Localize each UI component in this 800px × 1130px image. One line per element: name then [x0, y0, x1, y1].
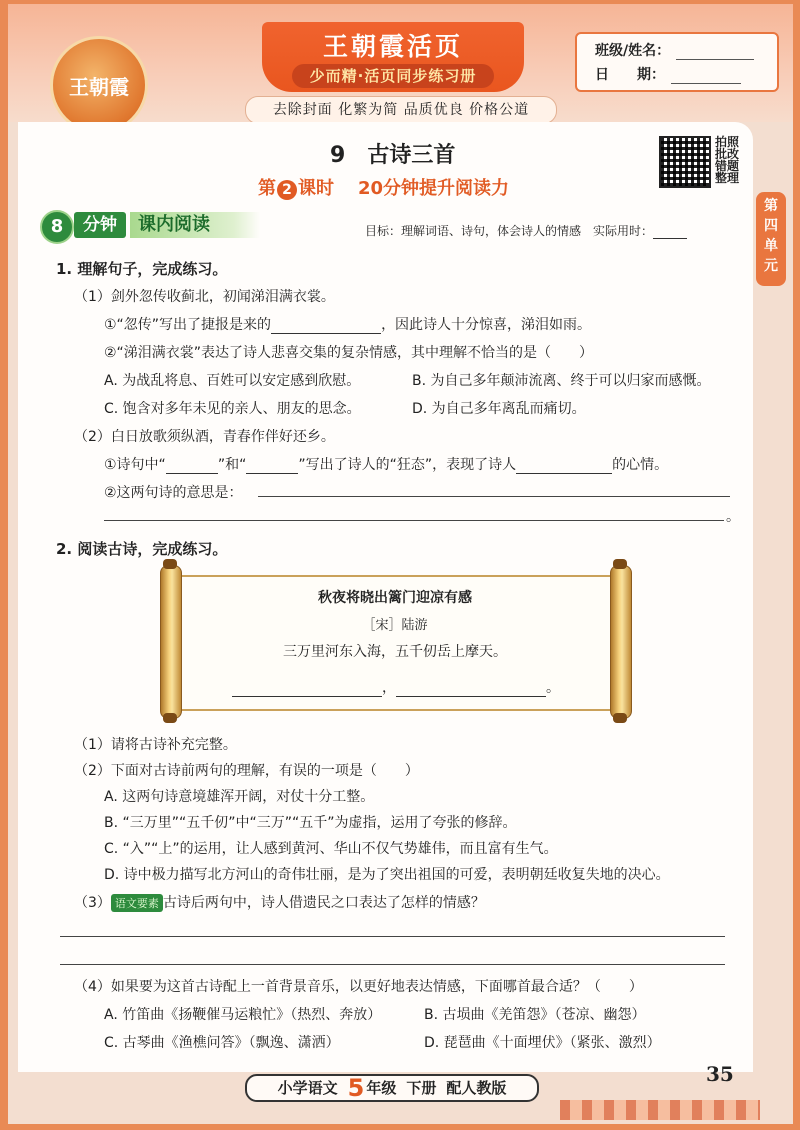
footer-edition: 配人教版: [446, 1079, 507, 1097]
music-option-c[interactable]: C. 古琴曲《渔樵问答》（飘逸、潇洒）: [104, 1035, 340, 1051]
q1-part1-a: [104, 314, 591, 334]
poem-title: 秋夜将晓出篱门迎凉有感: [318, 590, 472, 606]
q2-option-d[interactable]: D. 诗中极力描写北方河山的奇伟壮丽，是为了突出祖国的可爱，表明朝廷收复失地的决心。: [104, 867, 670, 883]
q1-option-a[interactable]: A. 为战乱将息、百姓可以安定感到欣慰。: [104, 373, 361, 389]
section-badge: [40, 210, 225, 240]
student-info-box: [575, 32, 779, 92]
question-2-title: 2. 阅读古诗，完成练习。: [56, 540, 228, 558]
q1-part2-blank-1[interactable]: [166, 459, 218, 474]
unit-side-label: 第四单元: [764, 198, 778, 274]
question-1-title: 1. 理解句子，完成练习。: [56, 260, 228, 278]
language-element-tag: 语文要素: [111, 894, 163, 912]
poem-fill-blank: [232, 677, 560, 697]
q2-part2: （2）下面对古诗前两句的理解，有误的一项是（ ）: [74, 763, 419, 779]
q2-part3-num: （3）: [74, 895, 111, 911]
session-heading: [258, 174, 509, 200]
music-option-d[interactable]: D. 琵琶曲《十面埋伏》（紧张、激烈）: [424, 1035, 661, 1051]
q2-option-b[interactable]: B. “三万里”“五千仞”中“三万”“五千”为虚指，运用了夸张的修辞。: [104, 815, 517, 831]
q1-part2-blank-3[interactable]: [516, 459, 612, 474]
date-blank[interactable]: [671, 71, 741, 84]
footer-grade-unit: 年级: [366, 1079, 397, 1097]
footer-book-info: [245, 1074, 539, 1102]
goal-text: 目标：理解词语、诗句，体会诗人的情感 实际用时：: [365, 224, 654, 238]
class-name-field[interactable]: [595, 40, 754, 60]
logo-text: 王朝霞: [69, 75, 129, 99]
q1-part2-a: [104, 454, 668, 474]
session-prefix: 第: [258, 178, 276, 199]
slogan: 去除封面 化繁为简 品质优良 价格公道: [245, 96, 557, 124]
q1-part2-b: ②这两句诗的意思是：: [104, 485, 243, 501]
q2-option-c[interactable]: C. “入”“上”的运用，让人感到黄河、华山不仅气势雄伟，而且富有生气。: [104, 841, 558, 857]
answer-line[interactable]: [60, 936, 725, 937]
qr-label: 拍照批改 错题整理: [714, 135, 739, 185]
q1-part2-blank-2[interactable]: [246, 459, 298, 474]
page-number: 35: [706, 1062, 734, 1086]
session-goal: 20分钟提升阅读力: [358, 178, 510, 199]
answer-line[interactable]: [104, 520, 724, 521]
time-blank[interactable]: [653, 227, 687, 239]
q1-option-c[interactable]: C. 饱含对多年未见的亲人、朋友的思念。: [104, 401, 361, 417]
q1-part2-prompt: （2）白日放歌须纵酒，青春作伴好还乡。: [74, 429, 335, 445]
q2-part3-text: 古诗后两句中，诗人借遗民之口表达了怎样的情感？: [162, 895, 485, 911]
class-name-label: 班级/姓名：: [595, 43, 671, 59]
scroll-cap: [613, 559, 627, 569]
q2-part1: （1）请将古诗补充完整。: [74, 737, 237, 753]
session-number: 2: [277, 180, 297, 200]
q1-option-d[interactable]: D. 为自己多年离乱而痛切。: [412, 401, 586, 417]
q1-period: 。: [726, 509, 740, 525]
footer-volume: 下册: [406, 1079, 437, 1097]
scroll-cap: [163, 713, 177, 723]
brand-logo: [50, 36, 148, 134]
q1-part1-prompt: （1）剑外忽传收蓟北，初闻涕泪满衣裳。: [74, 289, 335, 305]
poem-author: ［宋］陆游: [362, 618, 428, 633]
badge-minutes: 8: [40, 210, 74, 244]
poem-comma: ，: [382, 680, 396, 696]
date-field[interactable]: [595, 64, 741, 84]
scroll-cap: [163, 559, 177, 569]
brand-banner: [262, 22, 524, 92]
q1-part1-a-pre: ①“忽传”写出了捷报是来的: [104, 317, 272, 333]
q2-part3: [74, 892, 485, 912]
lesson-number: 9: [330, 143, 346, 168]
class-name-blank[interactable]: [676, 47, 754, 60]
scroll-cap: [613, 713, 627, 723]
q1-part1-b: ②“涕泪满衣裳”表达了诗人悲喜交集的复杂情感，其中理解不恰当的是（ ）: [104, 345, 594, 361]
music-option-a[interactable]: A. 竹笛曲《扬鞭催马运粮忙》（热烈、奔放）: [104, 1007, 382, 1023]
q1-part2-a-1: ①诗句中“: [104, 457, 166, 473]
answer-line[interactable]: [258, 496, 730, 497]
q2-option-a[interactable]: A. 这两句诗意境雄浑开阔，对仗十分工整。: [104, 789, 375, 805]
music-option-b[interactable]: B. 古埙曲《羌笛怨》（苍凉、幽怨）: [424, 1007, 646, 1023]
brand-subtitle: 少而精·活页同步练习册: [292, 64, 494, 88]
q1-part1-a-blank[interactable]: [271, 319, 381, 334]
qr-code-icon[interactable]: [659, 136, 711, 188]
poem-period: 。: [546, 680, 560, 696]
poem-blank-2[interactable]: [396, 682, 546, 697]
footer-subject: 小学语文: [277, 1079, 338, 1097]
q1-part2-a-3: ”写出了诗人的“狂态”，表现了诗人: [298, 457, 517, 473]
goal-line: [365, 222, 687, 239]
q1-part1-a-post: ，因此诗人十分惊喜，涕泪如雨。: [381, 317, 592, 333]
q1-part2-a-2: ”和“: [217, 457, 247, 473]
badge-unit: 分钟: [74, 212, 126, 238]
lesson-title: [330, 138, 455, 169]
answer-line[interactable]: [60, 964, 725, 965]
poem-line: 三万里河东入海，五千仞岳上摩天。: [283, 644, 507, 660]
poem-scroll: [160, 565, 630, 717]
lesson-name: 古诗三首: [367, 143, 456, 168]
poem-blank-1[interactable]: [232, 682, 382, 697]
footer-stripes: [560, 1100, 760, 1120]
unit-side-tab: [756, 192, 786, 286]
footer-grade-num: 5: [347, 1074, 365, 1102]
q1-option-b[interactable]: B. 为自己多年颠沛流离、终于可以归家而感慨。: [412, 373, 711, 389]
date-label: 日 期：: [595, 67, 665, 83]
brand-name: 王朝霞活页: [322, 32, 463, 61]
q1-part2-a-4: 的心情。: [612, 457, 669, 473]
q2-part4: （4）如果要为这首古诗配上一首背景音乐，以更好地表达情感，下面哪首最合适？（ ）: [74, 979, 643, 995]
badge-label: 课内阅读: [130, 212, 260, 238]
session-suffix: 课时: [298, 178, 334, 199]
